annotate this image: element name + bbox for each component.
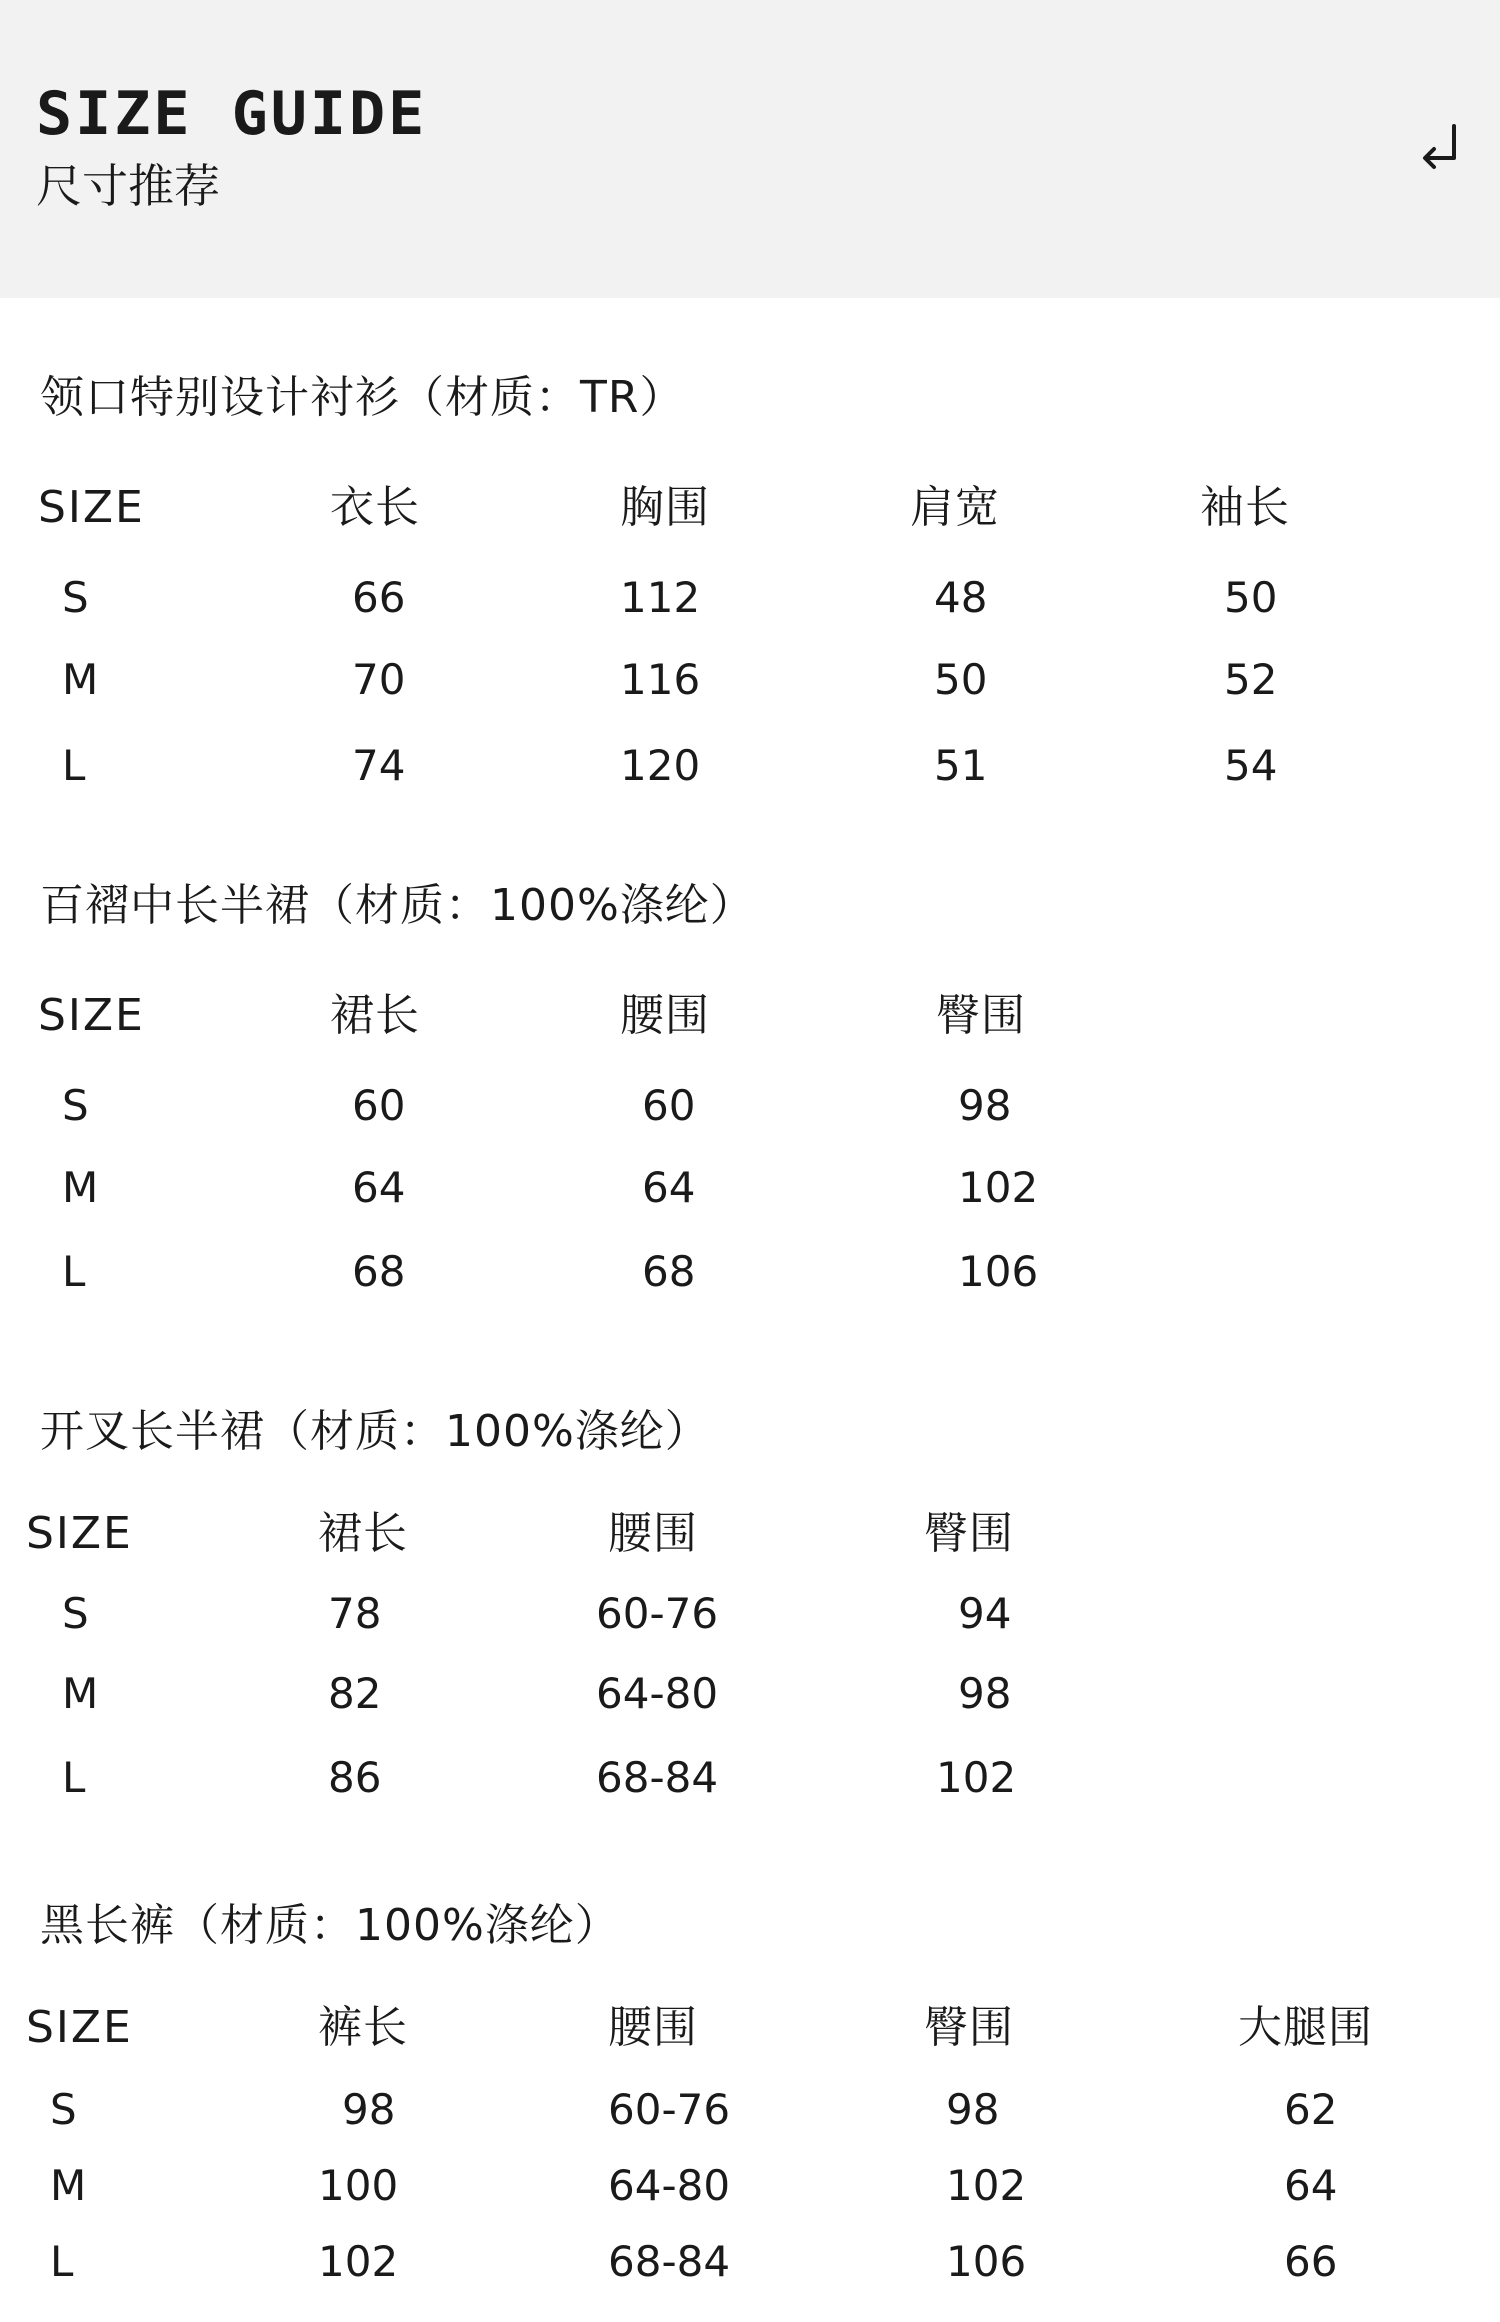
column-header: 衣长 <box>330 482 420 533</box>
table-cell: 50 <box>934 655 988 704</box>
table-cell: S <box>62 1589 89 1638</box>
column-header: 裙长 <box>330 990 420 1041</box>
table-cell: 94 <box>958 1589 1012 1638</box>
section-title-black-trousers: 黑长裤（材质：100%涤纶） <box>40 1900 620 1951</box>
section-title-shirt: 领口特别设计衬衫（材质：TR） <box>40 372 685 423</box>
table-cell: 102 <box>318 2237 399 2286</box>
page-title: SIZE GUIDE <box>36 79 428 149</box>
column-header: 袖长 <box>1200 482 1290 533</box>
table-cell: 98 <box>946 2085 1000 2134</box>
table-cell: 74 <box>352 741 406 790</box>
table-cell: M <box>62 1163 99 1212</box>
table-cell: 102 <box>958 1163 1039 1212</box>
table-cell: 66 <box>1284 2237 1338 2286</box>
table-cell: 112 <box>620 573 701 622</box>
column-header: 大腿围 <box>1238 2002 1373 2053</box>
table-cell: 48 <box>934 573 988 622</box>
table-cell: 66 <box>352 573 406 622</box>
table-cell: 100 <box>318 2161 399 2210</box>
table-cell: 52 <box>1224 655 1278 704</box>
table-cell: 78 <box>328 1589 382 1638</box>
column-header: 裙长 <box>318 1508 408 1559</box>
table-cell: 54 <box>1224 741 1278 790</box>
table-cell: 62 <box>1284 2085 1338 2134</box>
table-cell: L <box>62 1247 86 1296</box>
table-cell: 60-76 <box>596 1589 719 1638</box>
table-cell: M <box>62 655 99 704</box>
column-header: 腰围 <box>608 1508 698 1559</box>
table-cell: 68-84 <box>596 1753 719 1802</box>
table-cell: 102 <box>946 2161 1027 2210</box>
table-cell: 98 <box>342 2085 396 2134</box>
table-cell: 64-80 <box>596 1669 719 1718</box>
table-cell: 120 <box>620 741 701 790</box>
column-header: 裤长 <box>318 2002 408 2053</box>
page-subtitle: 尺寸推荐 <box>36 159 220 213</box>
table-cell: 106 <box>958 1247 1039 1296</box>
table-cell: S <box>50 2085 77 2134</box>
column-header: 腰围 <box>620 990 710 1041</box>
table-cell: 116 <box>620 655 701 704</box>
table-cell: 86 <box>328 1753 382 1802</box>
section-title-slit-skirt: 开叉长半裙（材质：100%涤纶） <box>40 1406 710 1457</box>
section-title-pleated-skirt: 百褶中长半裙（材质：100%涤纶） <box>40 880 755 931</box>
table-cell: 98 <box>958 1081 1012 1130</box>
column-header: 臀围 <box>924 1508 1014 1559</box>
table-cell: L <box>62 741 86 790</box>
table-cell: 70 <box>352 655 406 704</box>
table-cell: 64 <box>1284 2161 1338 2210</box>
table-cell: 68-84 <box>608 2237 731 2286</box>
table-cell: 64 <box>642 1163 696 1212</box>
table-cell: 98 <box>958 1669 1012 1718</box>
column-header: SIZE <box>26 1508 133 1559</box>
column-header: SIZE <box>26 2002 133 2053</box>
table-cell: S <box>62 1081 89 1130</box>
table-cell: 68 <box>642 1247 696 1296</box>
column-header: 臀围 <box>924 2002 1014 2053</box>
column-header: 肩宽 <box>910 482 1000 533</box>
table-cell: 64 <box>352 1163 406 1212</box>
table-cell: 60 <box>352 1081 406 1130</box>
page-header <box>0 0 1500 298</box>
table-cell: M <box>62 1669 99 1718</box>
table-cell: 82 <box>328 1669 382 1718</box>
table-cell: 68 <box>352 1247 406 1296</box>
table-cell: 50 <box>1224 573 1278 622</box>
table-cell: 60-76 <box>608 2085 731 2134</box>
table-cell: S <box>62 573 89 622</box>
table-cell: 102 <box>936 1753 1017 1802</box>
table-cell: 60 <box>642 1081 696 1130</box>
column-header: SIZE <box>38 990 145 1041</box>
table-cell: 51 <box>934 741 988 790</box>
table-cell: 64-80 <box>608 2161 731 2210</box>
table-cell: 106 <box>946 2237 1027 2286</box>
return-arrow-icon[interactable] <box>1418 122 1462 176</box>
column-header: 腰围 <box>608 2002 698 2053</box>
column-header: 胸围 <box>620 482 710 533</box>
table-cell: M <box>50 2161 87 2210</box>
column-header: 臀围 <box>936 990 1026 1041</box>
table-cell: L <box>62 1753 86 1802</box>
table-cell: L <box>50 2237 74 2286</box>
column-header: SIZE <box>38 482 145 533</box>
